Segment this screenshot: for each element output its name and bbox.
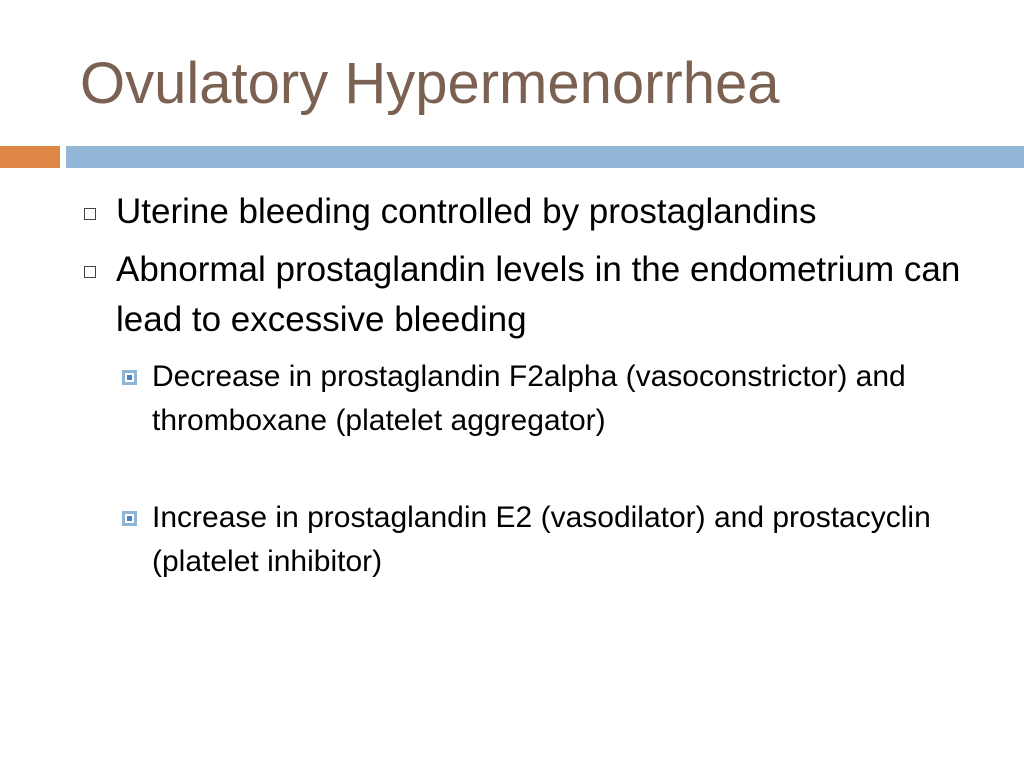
bullet-2-text: Abnormal prostaglandin levels in the endometrium can lead to excessive bleeding [116,250,961,339]
hollow-square-icon [84,208,96,220]
filled-square-bullet-icon [122,511,137,526]
sub-bullet-2-text: Increase in prostaglandin E2 (vasodilator) and prostacyclin (platelet inhibitor) [152,501,931,578]
bullet-1 [116,187,976,237]
accent-bar-blue [66,146,1024,168]
bullet-2 [116,245,976,345]
bullet-1-text: Uterine bleeding controlled by prostaglandins [116,192,817,231]
sub-bullet-1 [152,355,952,443]
hollow-square-icon [84,266,96,278]
filled-square-bullet-icon [122,370,137,385]
accent-bar-orange [0,146,60,168]
slide-title: Ovulatory Hypermenorrhea [80,51,780,116]
sub-bullet-2 [152,496,952,584]
sub-bullet-1-text: Decrease in prostaglandin F2alpha (vasoconstrictor) and thromboxane (platelet aggregator) [152,360,906,437]
